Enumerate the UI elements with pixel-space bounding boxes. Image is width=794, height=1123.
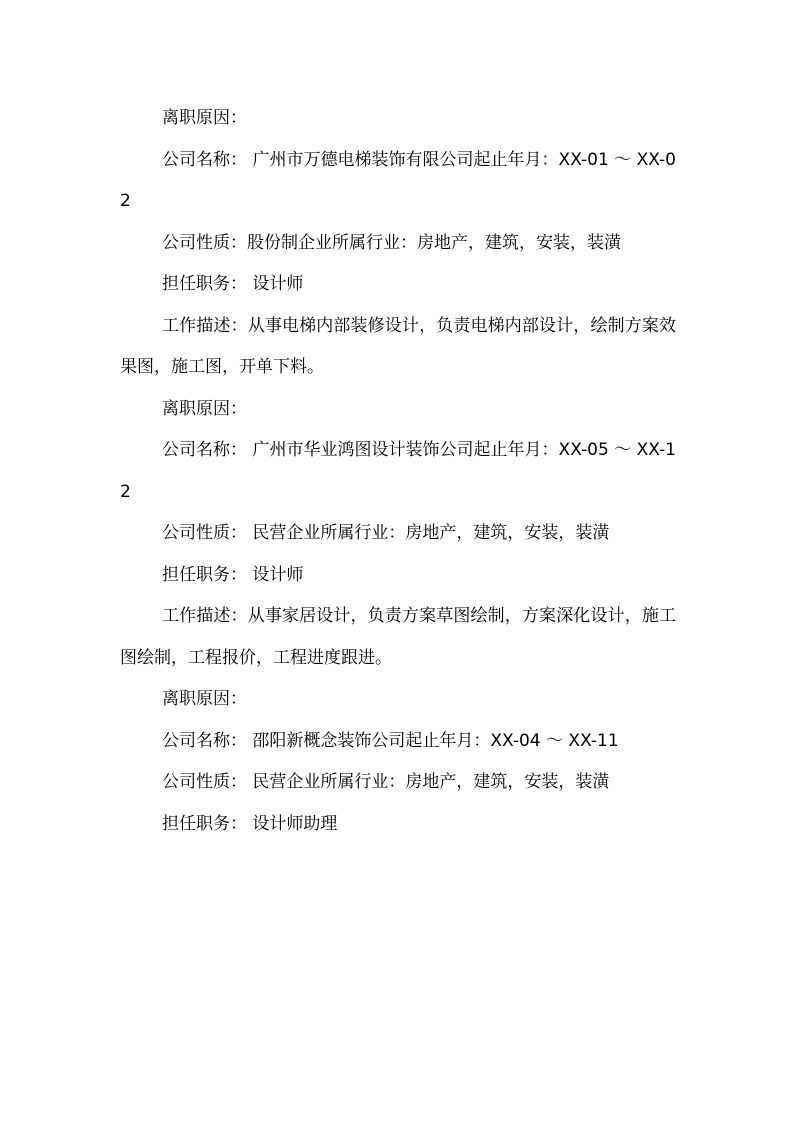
company-type-1: 公司性质：股份制企业所属行业：房地产，建筑，安装，装潢 (162, 232, 621, 253)
position-3: 担任职务： 设计师助理 (162, 813, 338, 834)
company-name-3: 公司名称： 邵阳新概念装饰公司起止年月：XX-04 ～ XX-11 (162, 730, 619, 751)
position-1: 担任职务： 设计师 (162, 274, 304, 294)
resignation-reason-1: 离职原因： (162, 108, 247, 128)
resignation-reason-2: 离职原因： (162, 398, 247, 419)
job-description-1: 工作描述：从事电梯内部装修设计，负责电梯内部设计，绘制方案效果图，施工图，开单下料。 (120, 315, 676, 377)
document-body (120, 98, 676, 845)
resignation-reason-3: 离职原因： (162, 689, 247, 709)
job-description-2: 工作描述：从事家居设计，负责方案草图绘制，方案深化设计，施工图绘制，工程报价，工程进度跟进。 (120, 606, 676, 668)
company-name-1: 公司名称： 广州市万德电梯装饰有限公司起止年月：XX-01 ～ XX-02 (120, 149, 676, 211)
company-type-2: 公司性质： 民营企业所属行业：房地产，建筑，安装，装潢 (162, 523, 610, 543)
position-2: 担任职务： 设计师 (162, 564, 304, 585)
company-name-2: 公司名称： 广州市华业鸿图设计装饰公司起止年月：XX-05 ～ XX-12 (120, 440, 676, 502)
company-type-3: 公司性质： 民营企业所属行业：房地产，建筑，安装，装潢 (162, 772, 610, 792)
